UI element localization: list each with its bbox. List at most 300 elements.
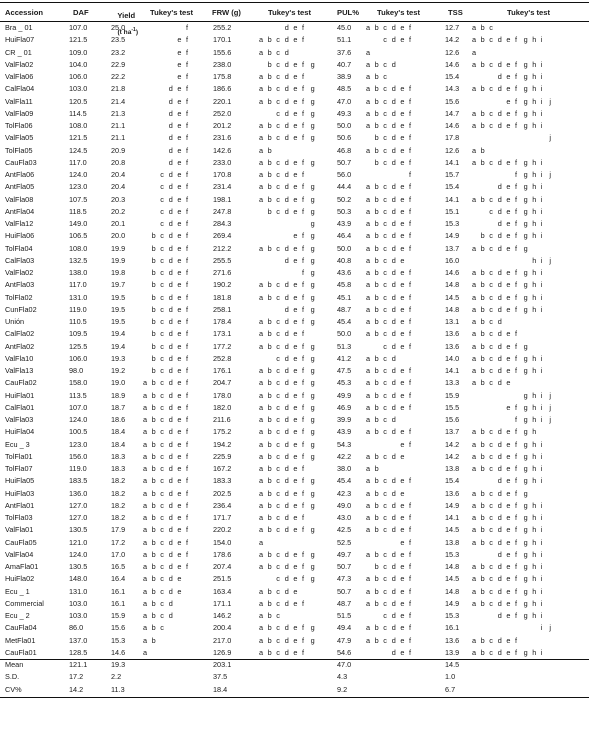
tukey-pul-letter: a <box>366 464 371 473</box>
tss-cell: 15.9 <box>445 390 460 400</box>
tukey-pul-letter: d <box>391 451 396 461</box>
tukey-yield-letter: b <box>151 353 156 363</box>
tukey-frw-letter: a <box>259 72 264 81</box>
frw-cell: 190.2 <box>213 280 232 290</box>
tukey-frw-letter: a <box>259 488 264 498</box>
tss-cell: 14.2 <box>445 451 460 461</box>
tukey-pul-letter: d <box>391 390 396 400</box>
tukey-yield-letter: e <box>177 292 182 302</box>
tukey-tss-letter: e <box>506 427 511 437</box>
tukey-pul-letter: a <box>366 329 371 339</box>
tukey-yield-letter: a <box>143 598 148 608</box>
tukey-yield-letter: c <box>160 464 164 473</box>
daf-cell: 123.0 <box>69 439 88 449</box>
tukey-yield-letter: c <box>160 194 164 204</box>
tukey-pul-letter: b <box>374 231 379 241</box>
tukey-tss-letter: b <box>480 500 485 510</box>
tukey-yield-letter: d <box>168 562 173 571</box>
tukey-yield-letter: e <box>177 353 182 363</box>
tukey-yield-letter: a <box>143 611 148 620</box>
tukey-tss-letter: b <box>480 451 485 461</box>
tukey-frw-letter: e <box>293 415 298 424</box>
frw-cell: 183.3 <box>213 476 232 486</box>
tukey-tss-letter: e <box>506 586 511 596</box>
tukey-frw-letter: f <box>302 402 305 412</box>
tukey-tss-letter: j <box>549 402 552 412</box>
tukey-tss-letter: f <box>515 194 518 204</box>
tukey-pul-letter: b <box>374 268 379 277</box>
pul-cell: 4.3 <box>337 672 348 682</box>
daf-cell: 118.5 <box>69 206 87 216</box>
tukey-yield-letter: f <box>186 464 189 473</box>
daf-cell: 106.0 <box>69 72 88 81</box>
tukey-pul-letter: c <box>383 390 387 400</box>
tukey-yield-letter: c <box>160 341 164 351</box>
tukey-tss-letter: g <box>523 182 528 192</box>
frw-cell: 271.6 <box>213 268 232 277</box>
tukey-yield-letter: d <box>168 390 173 400</box>
tukey-frw-letter: f <box>302 304 305 314</box>
tukey-pul-letter: c <box>383 255 387 265</box>
tukey-tss-letter: i <box>540 525 543 535</box>
tukey-tss-letter: e <box>506 513 511 522</box>
tukey-pul-letter: e <box>400 280 405 290</box>
accession-cell: TolFla07 <box>5 464 33 473</box>
pul-cell: 49.0 <box>337 500 352 510</box>
daf-cell: 156.0 <box>69 451 88 461</box>
tukey-tss-letter: c <box>489 500 493 510</box>
pul-cell: 50.0 <box>337 121 352 130</box>
tukey-yield-letter: b <box>151 500 156 510</box>
tukey-yield-letter: f <box>186 243 189 253</box>
tukey-frw-letter: d <box>284 451 289 461</box>
tukey-pul-letter: b <box>374 635 379 645</box>
tukey-yield-letter: c <box>160 366 164 375</box>
tukey-pul-letter: d <box>391 598 396 608</box>
tukey-tss-letter: a <box>472 635 477 645</box>
tukey-tss-letter: d <box>497 304 502 314</box>
tukey-frw-letter: b <box>267 476 272 486</box>
tukey-pul-letter: c <box>383 72 387 81</box>
yield-cell: 18.6 <box>111 415 126 424</box>
yield-cell: 20.8 <box>111 157 126 167</box>
tukey-frw-letter: d <box>284 157 289 167</box>
tukey-frw-letter: f <box>302 157 305 167</box>
tukey-frw-letter: e <box>293 402 298 412</box>
pul-cell: 50.3 <box>337 206 352 216</box>
tukey-tss-letter: i <box>540 121 543 130</box>
tukey-tss-letter: b <box>480 341 485 351</box>
tukey-pul-letter: d <box>391 488 396 498</box>
tukey-tss-letter: a <box>472 562 477 571</box>
tukey-yield-letter: d <box>168 182 173 192</box>
tukey-frw-letter: e <box>293 476 298 486</box>
tukey-frw-letter: b <box>267 243 272 253</box>
tukey-yield-letter: f <box>186 476 189 486</box>
tukey-frw-letter: g <box>310 292 315 302</box>
tukey-pul-letter: c <box>383 341 387 351</box>
tukey-yield-letter: f <box>186 206 189 216</box>
tukey-tss-letter: f <box>515 366 518 375</box>
tukey-frw-letter: g <box>310 366 315 375</box>
tukey-tss-letter: h <box>532 366 537 375</box>
tukey-pul-letter: a <box>366 231 371 241</box>
frw-cell: 182.0 <box>213 402 232 412</box>
frw-cell: 200.4 <box>213 623 232 633</box>
tukey-pul-letter: f <box>409 378 412 388</box>
tukey-tss-letter: g <box>523 464 528 473</box>
yield-cell: 15.9 <box>111 611 126 620</box>
tukey-yield-letter: f <box>186 231 189 241</box>
tss-cell: 1.0 <box>445 672 456 682</box>
frw-cell: 201.2 <box>213 121 232 130</box>
tukey-yield-letter: f <box>186 304 189 314</box>
tukey-pul-letter: c <box>383 59 387 69</box>
daf-cell: 124.5 <box>69 145 88 155</box>
tukey-frw-letter: d <box>284 72 289 81</box>
tukey-frw-letter: e <box>293 647 298 657</box>
tukey-tss-letter: j <box>549 170 552 179</box>
tss-cell: 13.8 <box>445 464 460 473</box>
tukey-tss-letter: f <box>515 562 518 571</box>
tukey-frw-letter: a <box>259 170 264 179</box>
accession-cell: ValFla12 <box>5 219 34 228</box>
tukey-yield-letter: d <box>168 268 173 277</box>
tukey-frw-letter: a <box>259 549 264 559</box>
tukey-yield-letter: c <box>160 390 164 400</box>
tukey-pul-letter: f <box>409 231 412 241</box>
tukey-tss-letter: e <box>506 574 511 584</box>
tukey-pul-letter: b <box>374 329 379 339</box>
accession-cell: ValFla08 <box>5 194 34 204</box>
tukey-frw-letter: a <box>259 427 264 437</box>
tukey-tss-letter: e <box>506 598 511 608</box>
tukey-frw-letter: e <box>293 84 298 94</box>
tukey-yield-letter: c <box>160 562 164 571</box>
tukey-tss-letter: f <box>515 182 518 192</box>
tss-cell: 14.2 <box>445 439 460 449</box>
tukey-yield-letter: a <box>143 415 148 424</box>
tukey-frw-letter: f <box>302 390 305 400</box>
tukey-yield-letter: e <box>177 586 182 596</box>
tukey-frw-letter: b <box>267 525 272 535</box>
tukey-frw-letter: f <box>302 464 305 473</box>
tukey-frw-letter: d <box>284 329 289 339</box>
tukey-tss-letter: g <box>523 96 528 106</box>
tukey-tss-letter: b <box>480 157 485 167</box>
tukey-yield-letter: a <box>143 635 148 645</box>
tukey-tss-letter: b <box>480 231 485 241</box>
tukey-tss-letter: g <box>523 157 528 167</box>
frw-cell: 178.6 <box>213 549 232 559</box>
tukey-yield-letter: f <box>186 439 189 449</box>
tukey-pul-letter: d <box>391 366 396 375</box>
tukey-tss-letter: j <box>549 623 552 633</box>
tukey-pul-letter: e <box>400 145 405 155</box>
tukey-frw-letter: d <box>284 255 289 265</box>
tukey-tss-letter: d <box>497 231 502 241</box>
tukey-tss-letter: a <box>472 451 477 461</box>
tukey-frw-letter: e <box>293 292 298 302</box>
accession-cell: HuiFla06 <box>5 231 35 241</box>
tukey-pul-letter: c <box>383 268 387 277</box>
tukey-frw-letter: d <box>284 206 289 216</box>
tukey-frw-letter: e <box>293 96 298 106</box>
tukey-frw-letter: a <box>259 157 264 167</box>
frw-cell: 203.1 <box>213 660 232 669</box>
tukey-tss-letter: f <box>515 341 518 351</box>
tukey-frw-letter: g <box>310 194 315 204</box>
tukey-frw-letter: d <box>284 47 289 57</box>
tukey-tss-letter: i <box>540 304 543 314</box>
tukey-pul-letter: f <box>409 427 412 437</box>
daf-cell: 98.0 <box>69 366 84 375</box>
tukey-yield-letter: b <box>151 464 156 473</box>
tukey-pul-letter: e <box>400 268 405 277</box>
tukey-tss-letter: e <box>506 329 511 339</box>
tukey-pul-letter: f <box>409 23 412 32</box>
tukey-frw-letter: e <box>293 464 298 473</box>
tukey-pul-letter: e <box>400 500 405 510</box>
tukey-tss-letter: i <box>540 476 543 486</box>
tukey-tss-letter: g <box>523 35 528 45</box>
tukey-pul-letter: c <box>383 317 387 326</box>
tukey-yield-letter: c <box>160 329 164 339</box>
tukey-frw-letter: g <box>310 268 315 277</box>
tukey-tss-letter: f <box>515 476 518 486</box>
header-frw: FRW (g) <box>212 8 241 17</box>
frw-cell: 225.9 <box>213 451 232 461</box>
tukey-tss-letter: f <box>515 427 518 437</box>
tukey-tss-letter: b <box>480 121 485 130</box>
tukey-tss-letter: h <box>532 255 537 265</box>
frw-cell: 155.6 <box>213 47 232 57</box>
yield-cell: 18.4 <box>111 427 126 437</box>
yield-cell: 18.2 <box>111 488 126 498</box>
tukey-yield-letter: e <box>177 84 182 94</box>
tukey-pul-letter: f <box>409 280 412 290</box>
accession-cell: TolFla03 <box>5 513 33 522</box>
tukey-pul-letter: f <box>409 476 412 486</box>
tukey-yield-letter: e <box>177 280 182 290</box>
tukey-frw-letter: a <box>259 476 264 486</box>
tukey-pul-letter: e <box>400 157 405 167</box>
tukey-pul-letter: b <box>374 390 379 400</box>
tukey-pul-letter: d <box>391 329 396 339</box>
tukey-frw-letter: f <box>302 427 305 437</box>
tukey-pul-letter: a <box>366 415 371 424</box>
tukey-yield-letter: b <box>151 304 156 314</box>
frw-cell: 217.0 <box>213 635 232 645</box>
accession-cell: ValFla05 <box>5 133 34 143</box>
tukey-tss-letter: a <box>472 243 477 253</box>
tukey-pul-letter: a <box>366 488 371 498</box>
yield-cell: 20.1 <box>111 219 126 228</box>
pul-cell: 51.5 <box>337 611 352 620</box>
tukey-frw-letter: f <box>302 329 305 339</box>
tukey-tss-letter: i <box>540 96 543 106</box>
tukey-tss-letter: e <box>506 635 511 645</box>
tukey-frw-letter: d <box>284 402 289 412</box>
tukey-tss-letter: h <box>532 464 537 473</box>
tukey-pul-letter: b <box>374 549 379 559</box>
tukey-yield-letter: b <box>151 243 156 253</box>
tukey-yield-letter: e <box>177 574 182 584</box>
tukey-tss-letter: c <box>489 329 493 339</box>
tukey-tss-letter: h <box>532 108 537 118</box>
tukey-frw-letter: a <box>259 329 264 339</box>
tukey-frw-letter: c <box>276 647 280 657</box>
tukey-frw-letter: f <box>302 317 305 326</box>
pul-cell: 45.4 <box>337 317 352 326</box>
tukey-tss-letter: c <box>489 35 493 45</box>
tukey-frw-letter: c <box>276 427 280 437</box>
tss-cell: 13.9 <box>445 647 460 657</box>
tukey-frw-letter: a <box>259 145 264 155</box>
tukey-pul-letter: d <box>391 96 396 106</box>
tss-cell: 13.8 <box>445 537 460 547</box>
tukey-pul-letter: c <box>383 35 387 45</box>
tukey-frw-letter: b <box>267 488 272 498</box>
tukey-frw-letter: d <box>284 476 289 486</box>
tukey-tss-letter: g <box>523 562 528 571</box>
pul-cell: 52.5 <box>337 537 352 547</box>
tukey-pul-letter: a <box>366 72 371 81</box>
tukey-tss-letter: a <box>472 268 477 277</box>
pul-cell: 50.7 <box>337 157 352 167</box>
tss-cell: 6.7 <box>445 684 456 694</box>
tukey-tss-letter: i <box>540 451 543 461</box>
tukey-tss-letter: f <box>515 537 518 547</box>
tukey-tss-letter: d <box>497 35 502 45</box>
tukey-pul-letter: b <box>374 623 379 633</box>
tukey-tss-letter: g <box>523 268 528 277</box>
tukey-yield-letter: d <box>168 598 173 608</box>
tukey-yield-letter: f <box>186 84 189 94</box>
tukey-yield-letter: f <box>186 59 189 69</box>
tukey-tss-letter: e <box>506 59 511 69</box>
tukey-tss-letter: d <box>497 476 502 486</box>
yield-cell: 20.0 <box>111 231 126 241</box>
tukey-tss-letter: e <box>506 108 511 118</box>
tukey-tss-letter: g <box>523 598 528 608</box>
tukey-frw-letter: g <box>310 341 315 351</box>
tukey-tss-letter: d <box>497 439 502 449</box>
tukey-yield-letter: c <box>160 378 164 388</box>
header-yield-unit-close: ) <box>135 29 139 37</box>
tukey-pul-letter: d <box>391 427 396 437</box>
daf-cell: 149.0 <box>69 219 88 228</box>
tukey-yield-letter: f <box>186 35 189 45</box>
tukey-tss-letter: d <box>497 513 502 522</box>
accession-cell: Commercial <box>5 598 44 608</box>
tukey-yield-letter: e <box>177 47 182 57</box>
tukey-yield-letter: e <box>177 35 182 45</box>
frw-cell: 194.2 <box>213 439 232 449</box>
frw-cell: 175.8 <box>213 72 232 81</box>
accession-cell: Ecu _ 1 <box>5 586 30 596</box>
tukey-tss-letter: j <box>549 255 552 265</box>
tukey-yield-letter: b <box>151 451 156 461</box>
tukey-frw-letter: a <box>259 402 264 412</box>
tukey-yield-letter: a <box>143 513 148 522</box>
tukey-pul-letter: b <box>374 59 379 69</box>
summary-rule <box>0 659 589 660</box>
tukey-frw-letter: d <box>284 304 289 314</box>
tukey-pul-letter: e <box>400 402 405 412</box>
tukey-yield-letter: c <box>160 598 164 608</box>
accession-cell: CauFla05 <box>5 537 37 547</box>
tukey-pul-letter: f <box>409 268 412 277</box>
tukey-frw-letter: b <box>267 292 272 302</box>
tukey-tss-letter: c <box>489 562 493 571</box>
tukey-frw-letter: c <box>276 402 280 412</box>
tukey-tss-letter: e <box>506 439 511 449</box>
tukey-frw-letter: a <box>259 366 264 375</box>
tukey-tss-letter: e <box>506 402 511 412</box>
tukey-yield-letter: b <box>151 586 156 596</box>
tukey-frw-letter: g <box>310 402 315 412</box>
tukey-tss-letter: i <box>540 598 543 608</box>
frw-cell: 146.2 <box>213 611 232 620</box>
tukey-yield-letter: e <box>177 329 182 339</box>
tukey-tss-letter: g <box>523 72 528 81</box>
tukey-frw-letter: a <box>259 35 264 45</box>
tukey-frw-letter: a <box>259 84 264 94</box>
tukey-pul-letter: b <box>374 598 379 608</box>
tukey-pul-letter: f <box>409 304 412 314</box>
tukey-yield-letter: c <box>160 182 164 192</box>
tukey-pul-letter: e <box>400 439 405 449</box>
frw-cell: 204.7 <box>213 378 232 388</box>
yield-cell: 22.9 <box>111 59 126 69</box>
tukey-frw-letter: e <box>293 390 298 400</box>
yield-cell: 16.4 <box>111 574 126 584</box>
accession-cell: HuiFla07 <box>5 35 35 45</box>
tukey-yield-letter: e <box>177 402 182 412</box>
yield-cell: 19.4 <box>111 341 126 351</box>
tukey-pul-letter: c <box>383 415 387 424</box>
tukey-yield-letter: d <box>168 157 173 167</box>
tukey-tss-letter: a <box>472 121 477 130</box>
tukey-frw-letter: g <box>310 500 315 510</box>
tukey-yield-letter: e <box>177 464 182 473</box>
accession-cell: Unión <box>5 317 25 326</box>
tukey-frw-letter: f <box>302 84 305 94</box>
pul-cell: 51.3 <box>337 341 352 351</box>
tukey-tss-letter: i <box>540 537 543 547</box>
daf-cell: 121.5 <box>69 35 88 45</box>
tukey-yield-letter: b <box>151 390 156 400</box>
tukey-tss-letter: h <box>532 206 537 216</box>
tukey-frw-letter: f <box>302 415 305 424</box>
tukey-tss-letter: c <box>489 598 493 608</box>
tukey-tss-letter: e <box>506 304 511 314</box>
tss-cell: 14.8 <box>445 586 460 596</box>
accession-cell: ValFla03 <box>5 415 34 424</box>
yield-cell: 18.7 <box>111 402 126 412</box>
tukey-tss-letter: e <box>506 378 511 388</box>
tukey-frw-letter: d <box>284 96 289 106</box>
tukey-tss-letter: g <box>523 231 528 241</box>
accession-cell: AntFla05 <box>5 182 35 192</box>
tukey-tss-letter: a <box>472 647 477 657</box>
tukey-tss-letter: g <box>523 500 528 510</box>
tukey-frw-letter: c <box>276 96 280 106</box>
header-pul: PUL% <box>337 8 359 17</box>
tukey-tss-letter: f <box>515 84 518 94</box>
tukey-tss-letter: a <box>472 329 477 339</box>
